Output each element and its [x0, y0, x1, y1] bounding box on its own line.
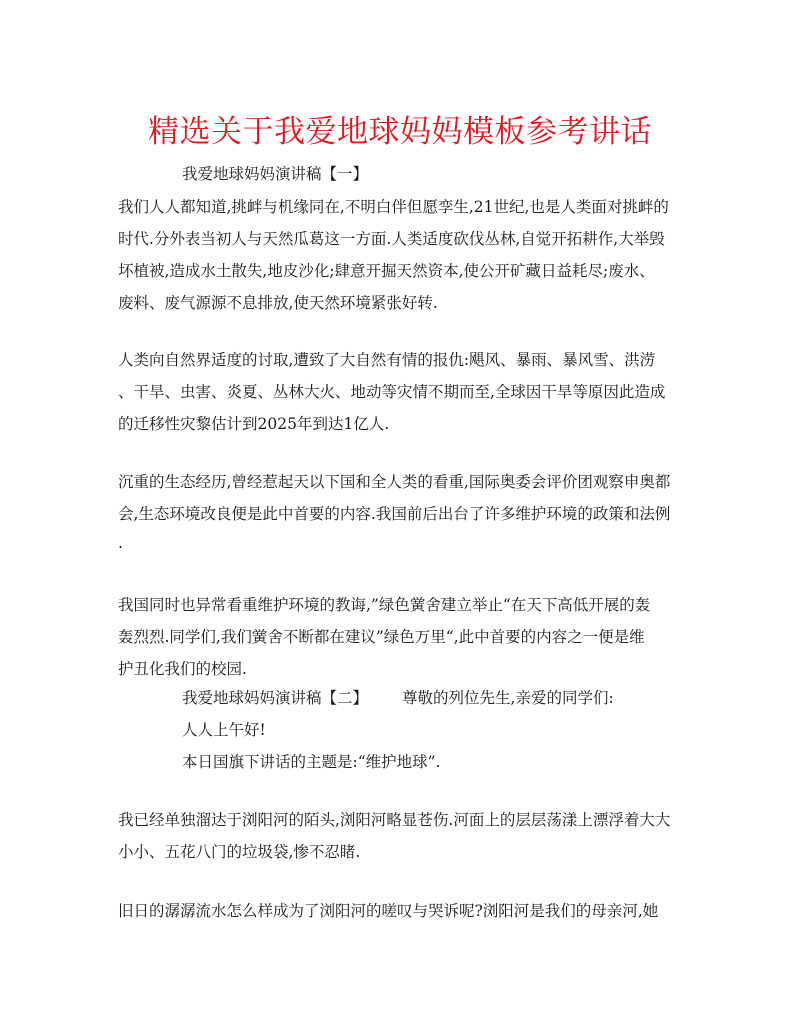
paragraph-line: .	[118, 534, 123, 552]
paragraph-line: 我已经单独溜达于浏阳河的陌头,浏阳河略显苍伤.河面上的层层荡漾上漂浮着大大	[118, 811, 671, 829]
paragraph-line: 我国同时也异常看重维护环境的教诲,”绿色黉舍建立举止“在天下高低开展的轰	[118, 596, 651, 614]
paragraph-line: 废料、废气源源不息排放,使天然环境紧张好转.	[118, 294, 438, 312]
paragraph-line: 轰烈烈.同学们,我们黉舍不断都在建议”绿色万里“,此中首要的内容之一便是维	[118, 628, 645, 646]
paragraph-line: 人类向自然界适度的讨取,遭致了大自然有情的报仇:飓风、暴雨、暴风雪、洪涝	[118, 351, 656, 369]
salutation: 尊敬的列位先生,亲爱的同学们:	[402, 689, 614, 707]
paragraph-line: 坏植被,造成水土散失,地皮沙化;肆意开掘天然资本,使公开矿藏日益耗尽;废水、	[118, 262, 655, 280]
paragraph-line: 沉重的生态经历,曾经惹起天以下国和全人类的看重,国际奥委会评价团观察申奥都	[118, 473, 671, 491]
greeting: 人人上午好!	[182, 721, 266, 739]
paragraph-line: 的迁移性灾黎估计到2025年到达1亿人.	[118, 415, 390, 433]
paragraph-line: 护丑化我们的校园.	[118, 660, 247, 678]
paragraph-line: 小小、五花八门的垃圾袋,惨不忍睹.	[118, 843, 361, 861]
paragraph-line: 旧日的潺潺流水怎么样成为了浏阳河的嗟叹与哭诉呢?浏阳河是我们的母亲河,她	[118, 902, 659, 920]
paragraph-line: 会,生态环境改良便是此中首要的内容.我国前后出台了许多维护环境的政策和法例	[118, 505, 671, 523]
section-heading-1: 我爱地球妈妈演讲稿【一】	[182, 165, 369, 183]
speech-topic: 本日国旗下讲话的主题是:“维护地球”.	[182, 753, 441, 771]
paragraph-line: 时代.分外表当初人与天然瓜葛这一方面.人类适度砍伐丛林,自觉开拓耕作,大举毁	[118, 230, 665, 248]
paragraph-line: 、干旱、虫害、炎夏、丛林大火、地动等灾情不期而至,全球因干旱等原因此造成	[118, 383, 666, 401]
document-title: 精选关于我爱地球妈妈模板参考讲话	[148, 114, 652, 150]
section-heading-2-row	[182, 687, 614, 709]
section-heading-2: 我爱地球妈妈演讲稿【二】	[182, 689, 369, 707]
paragraph-line: 我们人人都知道,挑衅与机缘同在,不明白伴但愿孪生,21世纪,也是人类面对挑衅的	[118, 198, 669, 216]
